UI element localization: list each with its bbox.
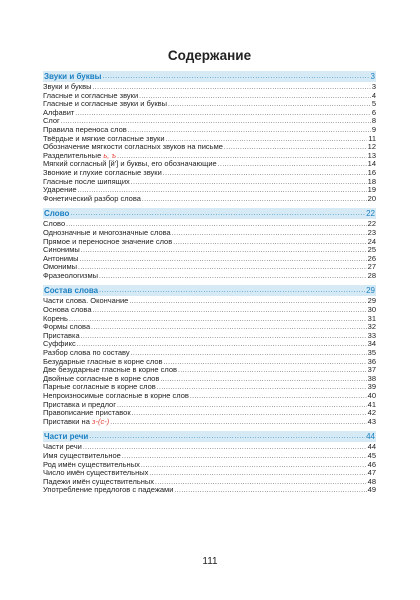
entry-page-number: 42: [367, 408, 376, 418]
entry-page-number: 43: [367, 416, 376, 426]
entry-page-number: 25: [367, 245, 376, 255]
toc-entry[interactable]: [43, 100, 376, 109]
entry-page-number: 11: [368, 133, 376, 143]
entry-text: Падежи имён существительных: [43, 476, 155, 486]
entry-page-number: 6: [371, 107, 376, 117]
entry-text: Антонимы: [43, 253, 79, 263]
toc-section: [43, 431, 376, 495]
dot-leader: [81, 333, 367, 342]
entry-text: Формы слова: [43, 322, 91, 332]
dot-leader: [141, 462, 367, 471]
page-number: 111: [202, 556, 218, 567]
entry-page-number: 37: [367, 365, 376, 375]
dot-leader: [131, 179, 367, 188]
entry-text: Имя существительное: [43, 450, 121, 460]
dot-leader: [89, 431, 365, 442]
toc-entry[interactable]: [43, 109, 376, 118]
entry-text: Парные согласные в корне слов: [43, 382, 156, 392]
dot-leader: [163, 170, 367, 179]
entry-text: Суффикс: [43, 339, 76, 349]
entry-page-number: 3: [371, 82, 376, 91]
entry-text: Части речи: [43, 442, 82, 452]
toc-entry[interactable]: [43, 195, 376, 204]
entry-text: Твёрдые и мягкие согласные звуки: [43, 133, 165, 143]
dot-leader: [174, 487, 366, 496]
section-heading[interactable]: [43, 71, 376, 82]
entry-page-number: 23: [367, 227, 376, 237]
entry-page-number: 14: [367, 159, 376, 169]
dot-leader: [122, 453, 367, 462]
toc-section: [43, 71, 376, 203]
entry-text: Омонимы: [43, 262, 78, 272]
section-heading-label: Состав слова: [44, 286, 99, 296]
dot-leader: [149, 470, 366, 479]
toc-entry-label: [43, 272, 98, 281]
dot-leader: [155, 479, 367, 488]
dot-leader: [75, 110, 370, 119]
table-of-contents: [43, 46, 376, 500]
entry-text: Гласные и согласные звуки и буквы: [43, 99, 168, 109]
entry-text: Мягкий согласный [й'] и буквы, его обозначающие: [43, 159, 217, 169]
entry-page-number: 41: [367, 399, 376, 409]
section-heading[interactable]: [43, 285, 376, 296]
entry-text: Гласные и согласные звуки: [43, 90, 139, 100]
entry-text: Двойные согласные в корне слов: [43, 373, 160, 383]
dot-leader: [218, 161, 367, 170]
dot-leader: [99, 285, 365, 296]
dot-leader: [78, 264, 367, 273]
toc-entry[interactable]: [43, 255, 376, 264]
entry-page-number: 26: [367, 253, 376, 263]
toc-section: [43, 285, 376, 426]
entry-text: Звуки и буквы: [43, 82, 92, 91]
dot-leader: [163, 359, 366, 368]
dot-leader: [190, 393, 367, 402]
dot-leader: [178, 367, 367, 376]
section-heading-label: Звуки и буквы: [44, 72, 102, 81]
entry-page-number: 33: [367, 330, 376, 340]
dot-leader: [110, 419, 366, 428]
entry-text: Слово: [43, 219, 66, 229]
entry-text: Правописание приставок: [43, 408, 131, 418]
dot-leader: [93, 307, 367, 316]
entry-page-number: 9: [371, 124, 376, 134]
entry-page-number: 30: [367, 305, 376, 315]
toc-entry[interactable]: [43, 418, 376, 427]
dot-leader: [91, 324, 367, 333]
entry-text: Фразеологизмы: [43, 270, 99, 280]
dot-leader: [172, 230, 367, 239]
entry-page-number: 20: [367, 193, 376, 203]
entry-text: Слог: [43, 116, 60, 126]
section-page-number: 22: [366, 209, 375, 219]
entry-text: Безударные гласные в корне слов: [43, 356, 163, 366]
entry-page-number: 46: [367, 459, 376, 469]
entry-text: Приставка: [43, 330, 80, 340]
entry-page-number: 49: [367, 485, 376, 495]
entry-text: Алфавит: [43, 107, 75, 117]
toc-entry-label: [43, 195, 141, 204]
entry-page-number: 32: [367, 322, 376, 332]
toc-entry[interactable]: [43, 178, 376, 187]
dot-leader: [129, 298, 366, 307]
section-heading[interactable]: [43, 208, 376, 219]
dot-leader: [224, 144, 367, 153]
entry-text: Правила переноса слов: [43, 124, 127, 134]
entry-text: Части слова. Окончание: [43, 296, 129, 306]
entry-text: Приставки на: [43, 416, 92, 426]
entry-page-number: 16: [367, 167, 376, 177]
toc-entry[interactable]: [43, 272, 376, 281]
entry-text: Число имён существительных: [43, 468, 149, 478]
entry-text: Род имён существительных: [43, 459, 140, 469]
entry-page-number: 34: [367, 339, 376, 349]
entry-page-number: 13: [367, 150, 376, 160]
toc-entry[interactable]: [43, 306, 376, 315]
toc-entry[interactable]: [43, 332, 376, 341]
page-title: Содержание: [167, 48, 252, 63]
entry-page-number: 28: [367, 270, 376, 280]
toc-section: [43, 208, 376, 280]
dot-leader: [160, 376, 366, 385]
entry-page-number: 40: [367, 391, 376, 400]
toc-entry[interactable]: [43, 486, 376, 495]
entry-page-number: 38: [367, 373, 376, 383]
entry-text: Однозначные и многозначные слова: [43, 227, 171, 237]
entry-page-number: 12: [367, 142, 376, 152]
dot-leader: [80, 256, 367, 265]
entry-text: Гласные после шипящих: [43, 176, 130, 186]
dot-leader: [99, 273, 367, 282]
dot-leader: [131, 350, 367, 359]
entry-text: Непроизносимые согласные в корне слов: [43, 391, 189, 400]
entry-text: Разбор слова по составу: [43, 348, 130, 358]
section-page-number: 44: [366, 432, 375, 442]
dot-leader: [139, 93, 371, 102]
entry-page-number: 31: [367, 313, 376, 323]
section-page-number: 29: [366, 286, 375, 296]
entry-page-number: 48: [367, 476, 376, 486]
entry-page-number: 8: [371, 116, 376, 126]
entry-page-number: 22: [367, 219, 376, 229]
entry-page-number: 29: [367, 296, 376, 306]
entry-page-number: 4: [371, 90, 376, 100]
toc-entry-label: [43, 418, 109, 427]
entry-text: Две безударные гласные в корне слов: [43, 365, 178, 375]
entry-page-number: 47: [367, 468, 376, 478]
toc-entry[interactable]: [43, 315, 376, 324]
entry-text: Фонетический разбор слова: [43, 193, 141, 203]
toc-entry[interactable]: [43, 246, 376, 255]
dot-leader: [70, 208, 365, 219]
dot-leader: [83, 444, 367, 453]
dot-leader: [117, 402, 367, 411]
entry-page-number: 24: [367, 236, 376, 246]
entry-page-number: 39: [367, 382, 376, 392]
entry-page-number: 36: [367, 356, 376, 366]
entry-text: Употребление предлогов с падежами: [43, 485, 174, 495]
dot-leader: [132, 410, 367, 419]
entry-text: Обозначение мягкости согласных звуков на письме: [43, 142, 223, 152]
dot-leader: [168, 101, 371, 110]
entry-text: Прямое и переносное значение слов: [43, 236, 173, 246]
entry-text: Синонимы: [43, 245, 80, 255]
entry-page-number: 44: [367, 442, 376, 452]
dot-leader: [173, 239, 366, 248]
entry-page-number: 45: [367, 450, 376, 460]
entry-text: Звонкие и глухие согласные звуки: [43, 167, 162, 177]
toc-entry[interactable]: [43, 297, 376, 306]
entry-page-number: 35: [367, 348, 376, 358]
entry-text: Приставка и предлог: [43, 399, 116, 409]
dot-leader: [69, 316, 367, 325]
toc-entry[interactable]: [43, 323, 376, 332]
entry-text: Ударение: [43, 185, 77, 195]
dot-leader: [81, 247, 367, 256]
entry-page-number: 19: [367, 185, 376, 195]
section-heading[interactable]: [43, 431, 376, 442]
entry-page-number: 5: [371, 99, 376, 109]
dot-leader: [142, 196, 367, 205]
toc-entry-label: [43, 486, 173, 495]
entry-page-number: 27: [367, 262, 376, 272]
entry-text: Корень: [43, 313, 68, 323]
section-heading-label: Части речи: [44, 432, 89, 442]
section-heading-label: Слово: [44, 209, 70, 219]
toc-sections: [43, 71, 376, 495]
entry-text: Разделительные: [43, 150, 104, 160]
toc-entry[interactable]: [43, 238, 376, 247]
section-page-number: 3: [370, 72, 375, 81]
entry-highlight: ь, ъ: [103, 150, 117, 160]
dot-leader: [103, 71, 370, 82]
entry-text: Основа слова: [43, 305, 92, 315]
entry-highlight: з-(с-): [91, 416, 110, 426]
entry-page-number: 18: [367, 176, 376, 186]
